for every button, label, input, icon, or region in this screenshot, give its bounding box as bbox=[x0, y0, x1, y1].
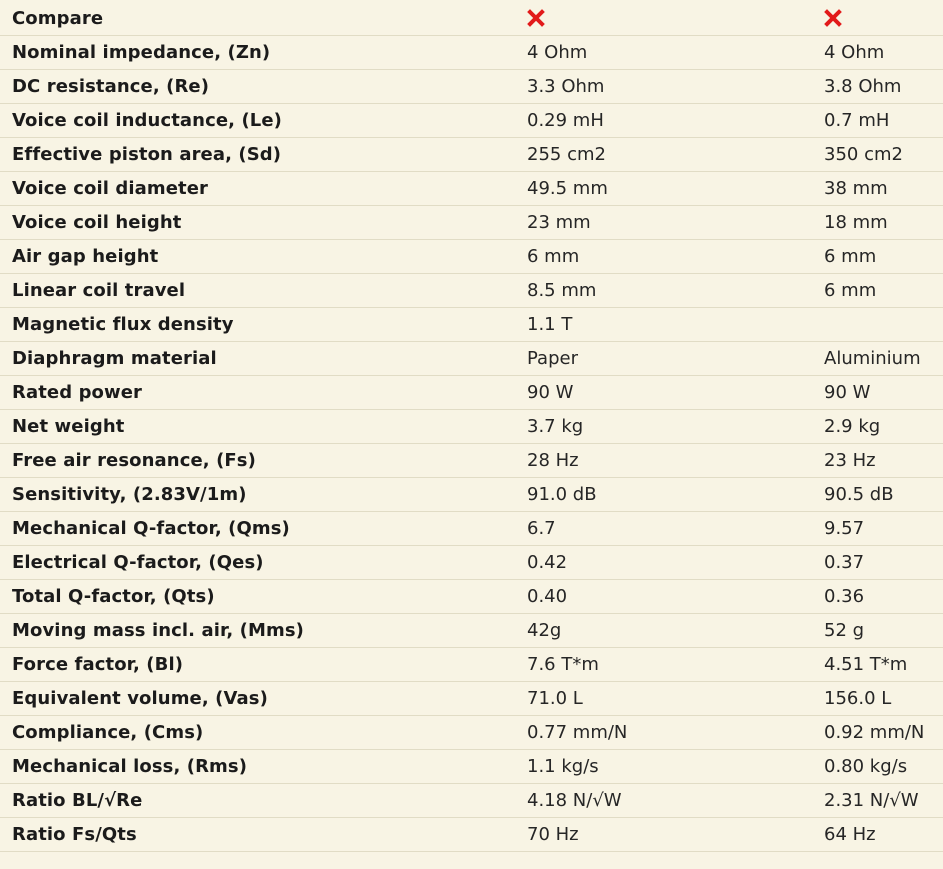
table-row bbox=[0, 172, 943, 206]
table-row bbox=[0, 240, 943, 274]
table-row bbox=[0, 580, 943, 614]
table-row bbox=[0, 716, 943, 750]
compare-label: Compare bbox=[0, 2, 515, 36]
product-b-value: 4 Ohm bbox=[812, 36, 943, 70]
spec-label: Air gap height bbox=[0, 240, 515, 274]
product-a-value: 70 Hz bbox=[515, 818, 812, 852]
product-a-header bbox=[515, 2, 812, 36]
table-row bbox=[0, 36, 943, 70]
product-a-value: 4.18 N/√W bbox=[515, 784, 812, 818]
product-a-value: 0.40 bbox=[515, 580, 812, 614]
product-a-value: Paper bbox=[515, 342, 812, 376]
product-b-value: 2.9 kg bbox=[812, 410, 943, 444]
spec-label: Moving mass incl. air, (Mms) bbox=[0, 614, 515, 648]
table-row bbox=[0, 376, 943, 410]
table-row bbox=[0, 308, 943, 342]
product-b-header bbox=[812, 2, 943, 36]
table-row bbox=[0, 512, 943, 546]
spec-label: Linear coil travel bbox=[0, 274, 515, 308]
table-row bbox=[0, 104, 943, 138]
spec-label: Equivalent volume, (Vas) bbox=[0, 682, 515, 716]
product-b-value: 0.92 mm/N bbox=[812, 716, 943, 750]
product-a-value: 0.42 bbox=[515, 546, 812, 580]
spec-label: Net weight bbox=[0, 410, 515, 444]
product-b-value: 90 W bbox=[812, 376, 943, 410]
table-row bbox=[0, 342, 943, 376]
product-b-value: 4.51 T*m bbox=[812, 648, 943, 682]
product-a-value: 49.5 mm bbox=[515, 172, 812, 206]
spec-label: DC resistance, (Re) bbox=[0, 70, 515, 104]
product-b-value: 3.8 Ohm bbox=[812, 70, 943, 104]
product-b-value: 156.0 L bbox=[812, 682, 943, 716]
spec-label: Voice coil height bbox=[0, 206, 515, 240]
product-a-value: 1.1 T bbox=[515, 308, 812, 342]
table-row bbox=[0, 206, 943, 240]
table-row bbox=[0, 750, 943, 784]
product-b-value: 64 Hz bbox=[812, 818, 943, 852]
table-row bbox=[0, 614, 943, 648]
product-a-value: 90 W bbox=[515, 376, 812, 410]
comparison-table bbox=[0, 2, 943, 852]
spec-label: Compliance, (Cms) bbox=[0, 716, 515, 750]
product-b-value: 0.36 bbox=[812, 580, 943, 614]
spec-label: Ratio Fs/Qts bbox=[0, 818, 515, 852]
remove-product-a-close-icon[interactable] bbox=[527, 9, 545, 27]
product-b-value: 2.31 N/√W bbox=[812, 784, 943, 818]
product-b-value: 52 g bbox=[812, 614, 943, 648]
product-a-value: 6 mm bbox=[515, 240, 812, 274]
table-row bbox=[0, 444, 943, 478]
table-row bbox=[0, 784, 943, 818]
product-a-value: 1.1 kg/s bbox=[515, 750, 812, 784]
spec-label: Magnetic flux density bbox=[0, 308, 515, 342]
product-a-value: 7.6 T*m bbox=[515, 648, 812, 682]
product-a-value: 255 cm2 bbox=[515, 138, 812, 172]
product-a-value: 28 Hz bbox=[515, 444, 812, 478]
product-a-value: 4 Ohm bbox=[515, 36, 812, 70]
product-b-value: 18 mm bbox=[812, 206, 943, 240]
spec-label: Voice coil diameter bbox=[0, 172, 515, 206]
product-a-value: 0.77 mm/N bbox=[515, 716, 812, 750]
product-b-value: 0.7 mH bbox=[812, 104, 943, 138]
product-a-value: 0.29 mH bbox=[515, 104, 812, 138]
spec-label: Ratio BL/√Re bbox=[0, 784, 515, 818]
table-row bbox=[0, 70, 943, 104]
product-b-value: 350 cm2 bbox=[812, 138, 943, 172]
spec-label: Electrical Q-factor, (Qes) bbox=[0, 546, 515, 580]
product-a-value: 3.7 kg bbox=[515, 410, 812, 444]
table-row bbox=[0, 682, 943, 716]
product-a-value: 71.0 L bbox=[515, 682, 812, 716]
product-b-value: 0.80 kg/s bbox=[812, 750, 943, 784]
product-a-value: 23 mm bbox=[515, 206, 812, 240]
product-b-value: 23 Hz bbox=[812, 444, 943, 478]
table-row bbox=[0, 818, 943, 852]
spec-label: Force factor, (Bl) bbox=[0, 648, 515, 682]
comparison-table-body bbox=[0, 2, 943, 852]
product-b-value: 0.37 bbox=[812, 546, 943, 580]
product-b-value: 6 mm bbox=[812, 240, 943, 274]
spec-label: Mechanical loss, (Rms) bbox=[0, 750, 515, 784]
spec-label: Nominal impedance, (Zn) bbox=[0, 36, 515, 70]
product-b-value: 9.57 bbox=[812, 512, 943, 546]
table-row bbox=[0, 648, 943, 682]
product-a-value: 91.0 dB bbox=[515, 478, 812, 512]
product-a-value: 8.5 mm bbox=[515, 274, 812, 308]
product-a-value: 3.3 Ohm bbox=[515, 70, 812, 104]
spec-label: Voice coil inductance, (Le) bbox=[0, 104, 515, 138]
table-row bbox=[0, 138, 943, 172]
table-row bbox=[0, 410, 943, 444]
spec-label: Mechanical Q-factor, (Qms) bbox=[0, 512, 515, 546]
table-row bbox=[0, 546, 943, 580]
product-b-value: 6 mm bbox=[812, 274, 943, 308]
table-row bbox=[0, 274, 943, 308]
spec-label: Sensitivity, (2.83V/1m) bbox=[0, 478, 515, 512]
table-row bbox=[0, 478, 943, 512]
spec-label: Effective piston area, (Sd) bbox=[0, 138, 515, 172]
spec-label: Free air resonance, (Fs) bbox=[0, 444, 515, 478]
product-b-value: 38 mm bbox=[812, 172, 943, 206]
spec-label: Total Q-factor, (Qts) bbox=[0, 580, 515, 614]
spec-label: Diaphragm material bbox=[0, 342, 515, 376]
table-header-row bbox=[0, 2, 943, 36]
product-a-value: 42g bbox=[515, 614, 812, 648]
product-b-value: Aluminium bbox=[812, 342, 943, 376]
spec-label: Rated power bbox=[0, 376, 515, 410]
remove-product-b-close-icon[interactable] bbox=[824, 9, 842, 27]
product-a-value: 6.7 bbox=[515, 512, 812, 546]
product-b-value: 90.5 dB bbox=[812, 478, 943, 512]
product-b-value bbox=[812, 308, 943, 342]
